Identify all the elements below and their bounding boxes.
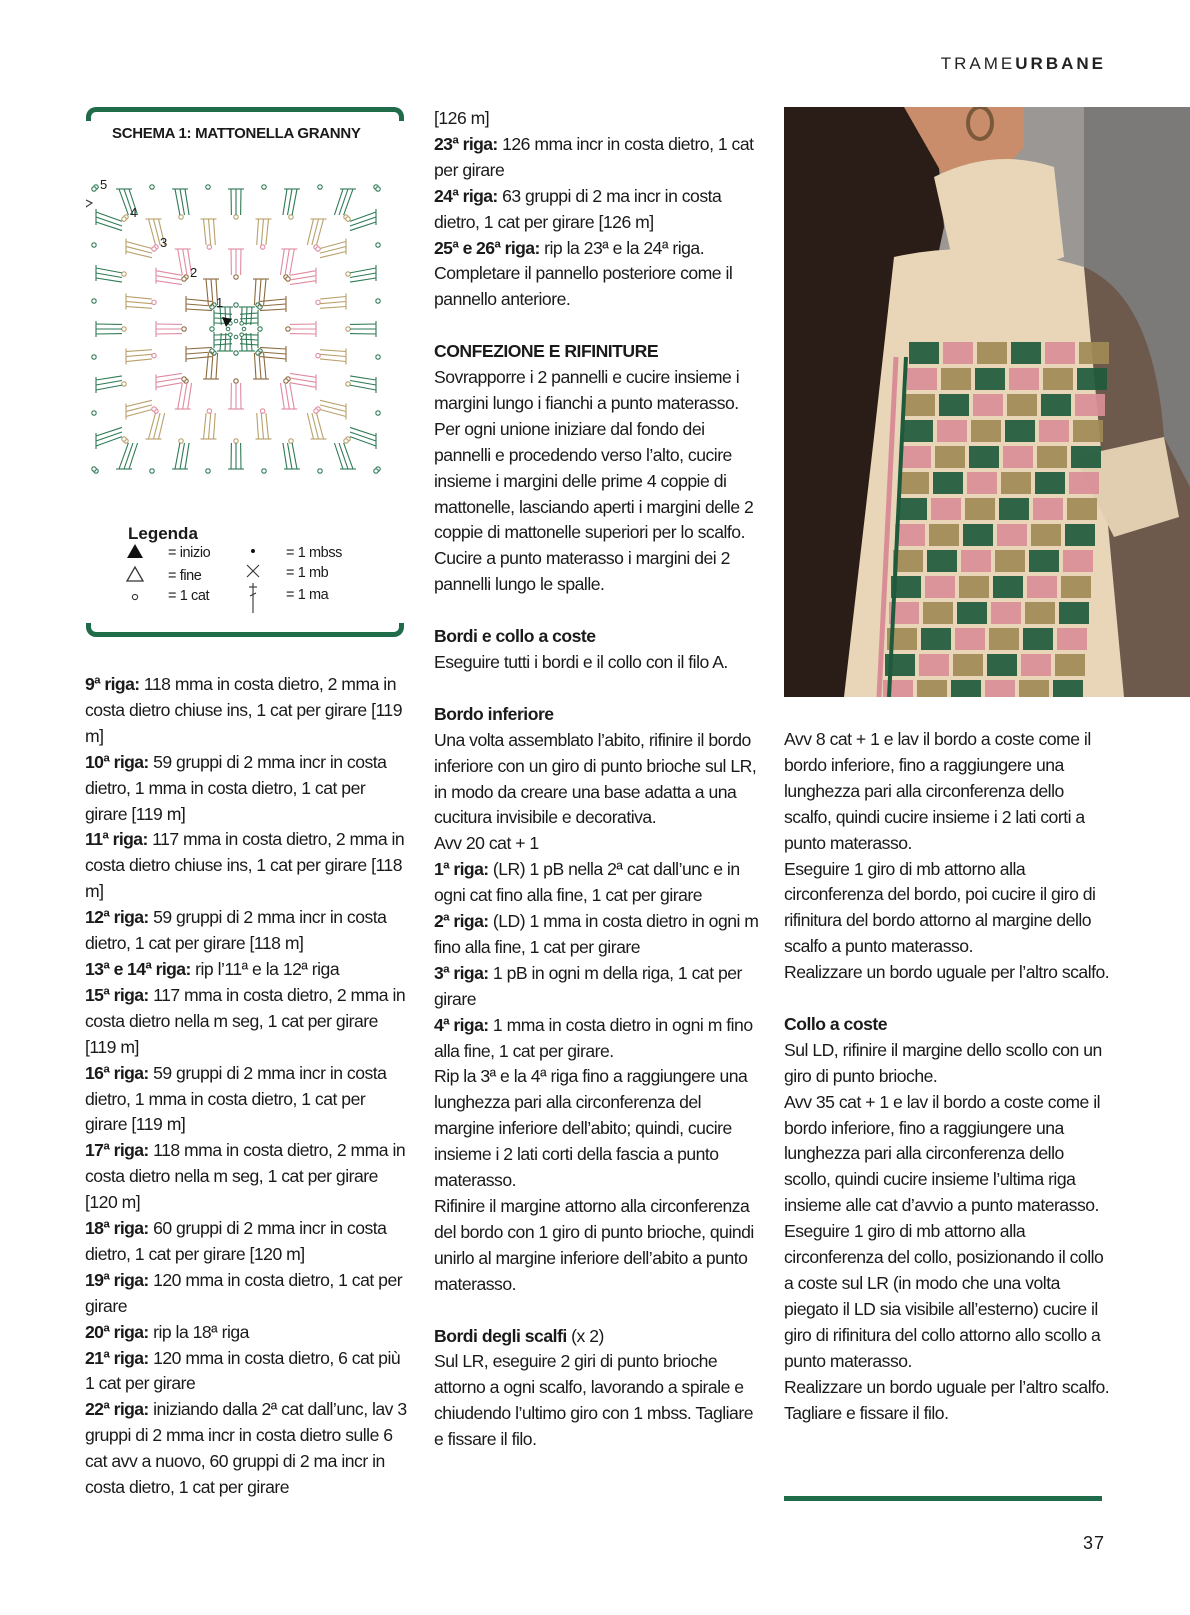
cast-on-line: Avv 20 cat + 1	[434, 833, 539, 854]
collo-paragraph-3: Eseguire 1 giro di mb attorno alla circonferenza del collo, posizionando il collo a coste sul LR (in modo che una volta piegato il LD sia visibile all’esterno) cucire il giro di rifinitura del collo attorno allo scollo a punto materasso.	[784, 1221, 1104, 1371]
legend-label: = 1 cat	[168, 588, 210, 604]
legend-title: Legenda	[128, 524, 198, 543]
panel-bottom-bracket	[86, 623, 404, 637]
round-number-label: 5	[100, 177, 108, 192]
instruction-row: 25ª e 26ª riga: rip la 23ª e la 24ª riga.	[434, 237, 705, 258]
scalfi-paragraph: Sul LR, eseguire 2 giri di punto brioche attorno a ogni scalfo, lavorando a spirale e chiudendo l’ultimo giro con 1 mbss. Tagliare e fissare il filo.	[434, 1351, 753, 1450]
bordo-inferiore-paragraph: Una volta assemblato l’abito, rifinire il bordo inferiore con un giro di punto brioche sul LR, in modo da creare una base adatta a una cucitura invisibile e decorativa.	[434, 729, 757, 828]
legend-label: = 1 mbss	[286, 545, 343, 561]
panel-top-bracket	[86, 107, 404, 121]
instruction-row: 9ª riga: 118 mma in costa dietro, 2 mma in costa dietro chiuse ins, 1 cat per girare [119 m]	[85, 674, 403, 746]
instruction-row: 15ª riga: 117 mma in costa dietro, 2 mma in costa dietro nella m seg, 1 cat per girare [119 m]	[85, 984, 406, 1057]
page-number: 37	[1082, 1533, 1105, 1553]
instruction-row: 18ª riga: 60 gruppi di 2 mma incr in costa dietro, 1 cat per girare [120 m]	[85, 1218, 387, 1264]
confezione-paragraph-1: Sovrapporre i 2 pannelli e cucire insieme i margini lungo i fianchi a punto materasso. Per ogni unione iniziare dal fondo dei pannelli e procedendo verso l’alto, cucire insieme i margini delle prime 4 coppie di mattonelle, lasciando aperti i margini delle 2 coppie di mattonelle superiori per lo scalfo.	[434, 367, 754, 543]
small-circle-icon	[124, 584, 146, 614]
armhole-paragraph-2: Eseguire 1 giro di mb attorno alla circonferenza del bordo, poi cucire il giro di rifinitura del bordo attorno al margine dello scalfo a punto materasso.	[784, 858, 1096, 957]
legend-label: = inizio	[168, 545, 211, 561]
border-instruction-row: 4ª riga: 1 mma in costa dietro in ogni m fino alla fine, 1 cat per girare.	[434, 1014, 753, 1061]
legend-label: = 1 mb	[286, 565, 329, 581]
tall-stitch-icon	[242, 583, 264, 613]
instruction-row: 17ª riga: 118 mma in costa dietro, 2 mma in costa dietro nella m seg, 1 cat per girare [120 m]	[85, 1140, 406, 1213]
instruction-row: 13ª e 14ª riga: rip l’11ª e la 12ª riga	[85, 958, 340, 979]
round-1-stitches	[210, 303, 262, 355]
section-heading-scalfi: Bordi degli scalfi (x 2)	[434, 1325, 604, 1346]
instructions-column-2	[434, 106, 760, 1453]
legend-label: = 1 ma	[286, 587, 329, 603]
round-2-stitches	[182, 275, 290, 383]
border-instruction-row: 3ª riga: 1 pB in ogni m della riga, 1 cat per girare	[434, 962, 742, 1009]
round-number-label: 2	[190, 265, 198, 280]
instruction-row: 22ª riga: iniziando dalla 2ª cat dall’unc, lav 3 gruppi di 2 mma incr in costa dietro sulle 6 cat avv a nuovo, 60 gruppi di 2 ma incr in costa dietro, 1 cat per girare	[85, 1399, 407, 1498]
instructions-column-3	[784, 727, 1110, 1426]
round-number-label: 3	[160, 235, 168, 250]
instructions-column-1	[85, 672, 411, 1501]
section-heading-confezione: CONFEZIONE E RIFINITURE	[434, 341, 659, 362]
continued-count: [126 m]	[434, 108, 490, 128]
round-5-stitches	[92, 185, 380, 473]
bordi-paragraph: Eseguire tutti i bordi e il collo con il filo A.	[434, 652, 728, 672]
section-heading-bordi: Bordi e collo a coste	[434, 626, 596, 647]
instruction-row: 20ª riga: rip la 18ª riga	[85, 1321, 249, 1342]
instruction-row: 23ª riga: 126 mma incr in costa dietro, 1 cat per girare	[434, 133, 754, 180]
collo-paragraph-4: Realizzare un bordo uguale per l’altro scalfo. Tagliare e fissare il filo.	[784, 1376, 1110, 1423]
back-panel-note: Completare il pannello posteriore come il pannello anteriore.	[434, 263, 733, 310]
instruction-row: 16ª riga: 59 gruppi di 2 mma incr in costa dietro, 1 mma in costa dietro, 1 cat per girare [119 m]	[85, 1062, 387, 1135]
round-number-label: 1	[216, 295, 224, 310]
border-instruction-row: 2ª riga: (LD) 1 mma in costa dietro in ogni m fino alla fine, 1 cat per girare	[434, 911, 759, 957]
instruction-row: 10ª riga: 59 gruppi di 2 mma incr in costa dietro, 1 mma in costa dietro, 1 cat per girare [119 m]	[85, 751, 387, 824]
instruction-row: 24ª riga: 63 gruppi di 2 ma incr in costa dietro, 1 cat per girare [126 m]	[434, 185, 722, 232]
instruction-row: 11ª riga: 117 mma in costa dietro, 2 mma in costa dietro chiuse ins, 1 cat per girare [118 m]	[85, 829, 405, 902]
magazine-brand: TRAMEURBANE	[940, 54, 1106, 73]
armhole-paragraph-1: Avv 8 cat + 1 e lav il bordo a coste come il bordo inferiore, fino a raggiungere una lunghezza pari alla circonferenza dello scalfo, quindi cucire insieme i 2 lati corti a punto materasso.	[784, 729, 1091, 853]
granny-square-diagram	[86, 171, 404, 501]
border-instruction-row: 1ª riga: (LR) 1 pB nella 2ª cat dall’unc e in ogni cat fino alla fine, 1 cat per girare	[434, 859, 740, 906]
armhole-paragraph-3: Realizzare un bordo uguale per l’altro scalfo.	[784, 962, 1110, 983]
model-wearing-vest-illustration	[784, 107, 1190, 697]
round-number-label: 4	[130, 205, 138, 220]
collo-paragraph-1: Sul LD, rifinire il margine dello scollo con un giro di punto brioche.	[784, 1039, 1102, 1086]
model-photo	[784, 107, 1190, 697]
section-heading-collo: Collo a coste	[784, 1013, 887, 1034]
bordo-inferiore-paragraph-3: Rifinire il margine attorno alla circonferenza del bordo con 1 giro di punto brioche, quindi unirlo al margine inferiore dell’abito a punto materasso.	[434, 1196, 754, 1294]
chart-panel	[86, 107, 404, 637]
instruction-row: 12ª riga: 59 gruppi di 2 mma incr in costa dietro, 1 cat per girare [118 m]	[85, 907, 387, 954]
instruction-row: 21ª riga: 120 mma in costa dietro, 6 cat più 1 cat per girare	[85, 1347, 401, 1394]
chart-title: SCHEMA 1: MATTONELLA GRANNY	[112, 125, 361, 142]
section-heading-bordo-inferiore: Bordo inferiore	[434, 703, 554, 724]
confezione-paragraph-2: Cucire a punto materasso i margini dei 2 pannelli lungo le spalle.	[434, 548, 730, 595]
end-triangle-icon	[86, 199, 92, 207]
bordo-inferiore-paragraph-2: Rip la 3ª e la 4ª riga fino a raggiungere una lunghezza pari alla circonferenza del margine inferiore dell’abito; quindi, cucire insieme i 2 lati corti della fascia a punto materasso.	[434, 1066, 748, 1191]
legend-label: = fine	[168, 568, 202, 584]
closing-rule	[784, 1496, 1102, 1501]
round-3-stitches	[152, 245, 320, 413]
instruction-row: 19ª riga: 120 mma in costa dietro, 1 cat per girare	[85, 1269, 403, 1316]
collo-paragraph-2: Avv 35 cat + 1 e lav il bordo a coste come il bordo inferiore, fino a raggiungere una lunghezza pari alla circonferenza dello scollo, quindi cucire insieme l’ultima riga insieme alle cat d’avvio a punto materasso.	[784, 1091, 1101, 1216]
